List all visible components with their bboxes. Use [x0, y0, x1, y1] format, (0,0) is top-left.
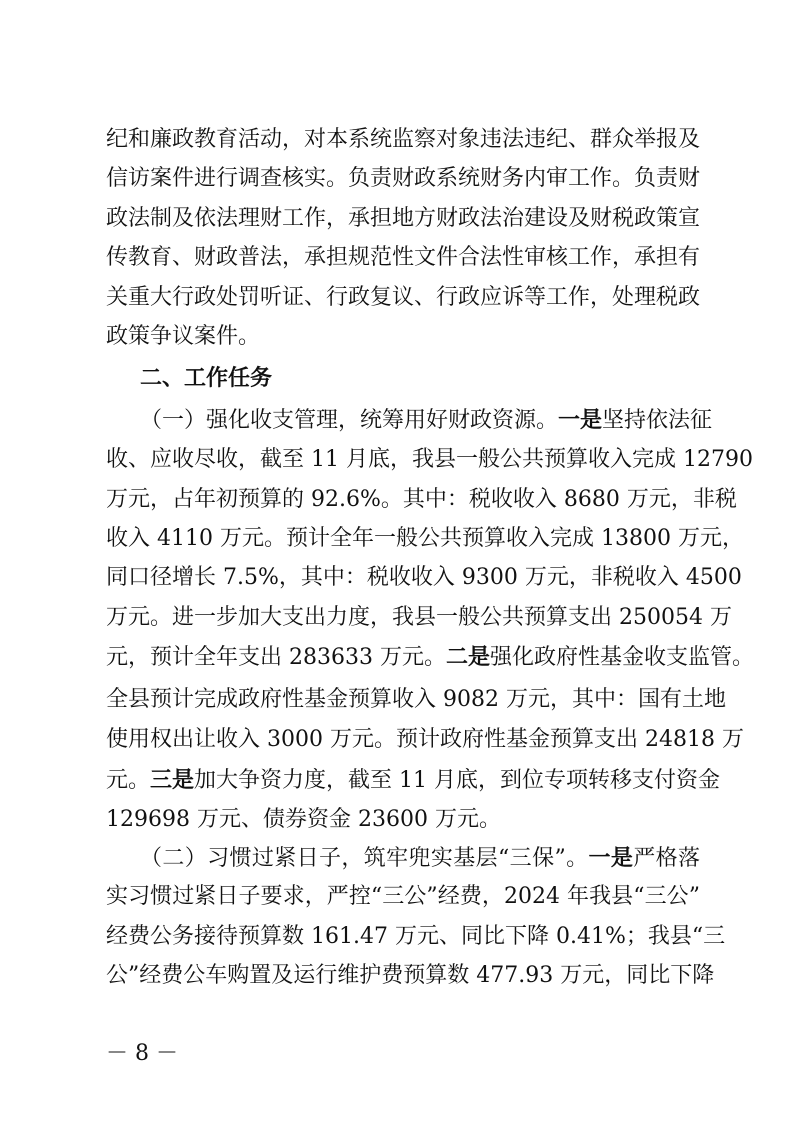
intro-paragraph-line	[106, 165, 700, 193]
text-run: 实习惯过紧日子要求，严控“三公”经费，2024 年我县“三公”	[106, 884, 700, 909]
paragraph-1-line	[106, 686, 726, 714]
text-run: 强化政府性基金收支监管。	[490, 645, 755, 670]
text-run: 129698 万元、债券资金 23600 万元。	[106, 807, 501, 832]
intro-paragraph-line	[106, 323, 700, 351]
text-run: 政法制及依法理财工作，承担地方财政法治建设及财税政策宣	[106, 206, 701, 231]
paragraph-2-line	[106, 962, 715, 990]
paragraph-1-line	[106, 446, 753, 474]
text-run: 同口径增长 7.5%，其中：税收收入 9300 万元，非税收入 4500	[106, 565, 742, 590]
bold-keyword: 一是	[558, 407, 603, 433]
text-run: 经费公务接待预算数 161.47 万元、同比下降 0.41%；我县“三	[106, 924, 726, 949]
paragraph-1-line	[106, 564, 742, 592]
text-run: 全县预计完成政府性基金预算收入 9082 万元，其中：国有土地	[106, 687, 726, 712]
paragraph-2-line	[106, 883, 700, 911]
paragraph-2-line	[106, 923, 726, 951]
bold-keyword: 二是	[445, 644, 490, 670]
intro-paragraph-line	[106, 284, 700, 312]
text-run: 使用权出让收入 3000 万元。预计政府性基金预算支出 24818 万	[106, 727, 744, 752]
text-run: 收入 4110 万元。预计全年一般公共预算收入完成 13800 万元，	[106, 526, 744, 551]
text-run: 坚持依法征	[602, 408, 713, 433]
text-run: 万元，占年初预算的 92.6%。其中：税收收入 8680 万元，非税	[106, 487, 737, 512]
intro-paragraph-line	[106, 244, 700, 272]
text-run: 严格落	[633, 846, 700, 871]
bold-keyword: 三是	[150, 767, 195, 793]
paragraph-1-line	[106, 643, 755, 671]
text-run: 纪和廉政教育活动，对本系统监察对象违法违纪、群众举报及	[106, 127, 701, 152]
page-number: － 8 －	[106, 1041, 178, 1066]
text-run: 传教育、财政普法，承担规范性文件合法性审核工作，承担有	[106, 245, 701, 270]
paragraph-1-line	[106, 806, 700, 834]
text-run: 加大争资力度，截至 11 月底，到位专项转移支付资金	[194, 768, 721, 793]
text-run: 政策争议案件。	[106, 324, 261, 349]
text-run: 信访案件进行调查核实。负责财政系统财务内审工作。负责财	[106, 166, 701, 191]
text-run: 元。	[106, 768, 151, 793]
text-run: 公”经费公车购置及运行维护费预算数 477.93 万元，同比下降	[106, 963, 715, 988]
paragraph-1-line	[106, 525, 744, 553]
text-run: 元，预计全年支出 283633 万元。	[106, 645, 446, 670]
text-run: 关重大行政处罚听证、行政复议、行政应诉等工作，处理税政	[106, 285, 701, 310]
text-run: （二）习惯过紧日子，筑牢兜实基层“三保”。	[140, 846, 589, 871]
paragraph-1-line	[106, 604, 732, 632]
paragraph-1-line	[106, 766, 721, 794]
intro-paragraph-line	[106, 205, 700, 233]
paragraph-1-line	[140, 406, 713, 434]
paragraph-1-line	[106, 726, 744, 754]
paragraph-2-line	[140, 844, 700, 872]
text-run: 万元。进一步加大支出力度，我县一般公共预算支出 250054 万	[106, 605, 732, 630]
paragraph-1-line	[106, 486, 737, 514]
text-run: 收、应收尽收，截至 11 月底，我县一般公共预算收入完成 12790	[106, 447, 753, 472]
bold-keyword: 一是	[588, 845, 634, 871]
section-heading: 二、工作任务	[140, 365, 273, 391]
text-run: （一）强化收支管理，统筹用好财政资源。	[140, 408, 559, 433]
intro-paragraph-line	[106, 126, 700, 154]
